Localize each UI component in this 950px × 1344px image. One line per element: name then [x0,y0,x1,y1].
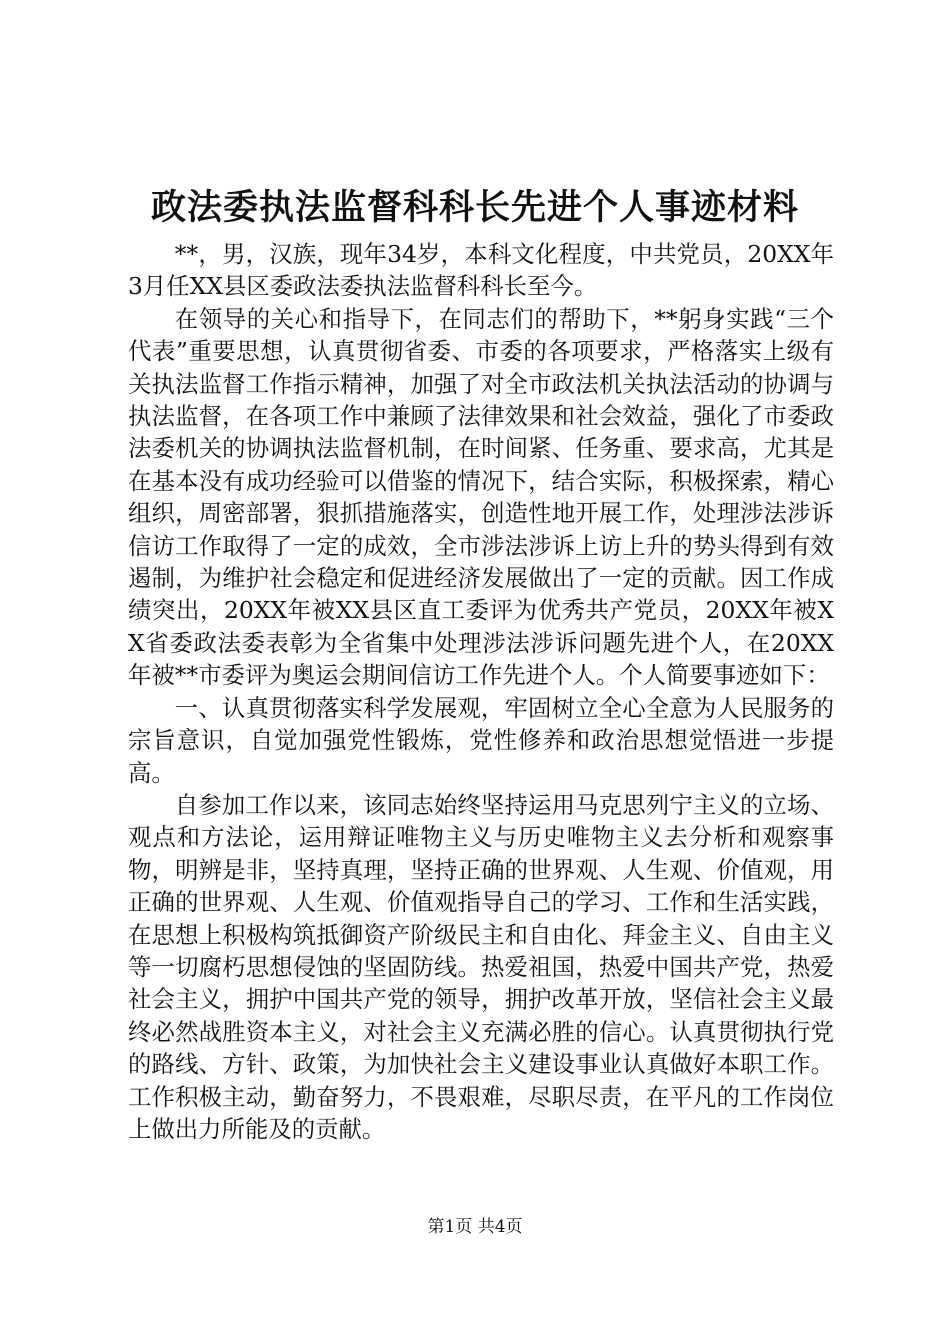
document-title: 政法委执法监督科科长先进个人事迹材料 [150,187,799,228]
document-body [128,238,834,1145]
paragraph-section-one-heading: 一、认真贯彻落实科学发展观，牢固树立全心全意为人民服务的宗旨意识，自觉加强党性锻炼，党性修养和政治思想觉悟进一步提高。 [128,693,834,787]
paragraph-section-one-detail: 自参加工作以来，该同志始终坚持运用马克思列宁主义的立场、观点和方法论，运用辩证唯物主义与历史唯物主义去分析和观察事物，明辨是非，坚持真理，坚持正确的世界观、人生观、价值观，用正确的世界观、人生观、价值观指导自己的学习、工作和生活实践，在思想上积极构筑抵御资产阶级民主和自由化、拜金主义、自由主义等一切腐朽思想侵蚀的坚固防线。热爱祖国，热爱中国共产党，热爱社会主义，拥护中国共产党的领导，拥护改革开放，坚信社会主义最终必然战胜资本主义，对社会主义充满必胜的信心。认真贯彻执行党的路线、方针、政策，为加快社会主义建设事业认真做好本职工作。工作积极主动，勤奋努力，不畏艰难，尽职尽责，在平凡的工作岗位上做出力所能及的贡献。 [128,790,834,1143]
page-number-footer: 第1页 共4页 [427,1217,523,1237]
paragraph-intro: **，男，汉族，现年34岁，本科文化程度，中共党员，20XX年3月任XX县区委政法委执法监督科科长至今。 [128,240,834,301]
paragraph-summary: 在领导的关心和指导下，在同志们的帮助下，**躬身实践“三个代表”重要思想，认真贯彻省委、市委的各项要求，严格落实上级有关执法监督工作指示精神，加强了对全市政法机关执法活动的协调与执法监督，在各项工作中兼顾了法律效果和社会效益，强化了市委政法委机关的协调执法监督机制，在时间紧、任务重、要求高，尤其是在基本没有成功经验可以借鉴的情况下，结合实际，积极探索，精心组织，周密部署，狠抓措施落实，创造性地开展工作，处理涉法涉诉信访工作取得了一定的成效，全市涉法涉诉上访上升的势头得到有效遏制，为维护社会稳定和促进经济发展做出了一定的贡献。因工作成绩突出，20XX年被XX县区直工委评为优秀共产党员，20XX年被XX省委政法委表彰为全省集中处理涉法涉诉问题先进个人，在20XX年被**市委评为奥运会期间信访工作先进个人。个人简要事迹如下： [128,304,834,690]
